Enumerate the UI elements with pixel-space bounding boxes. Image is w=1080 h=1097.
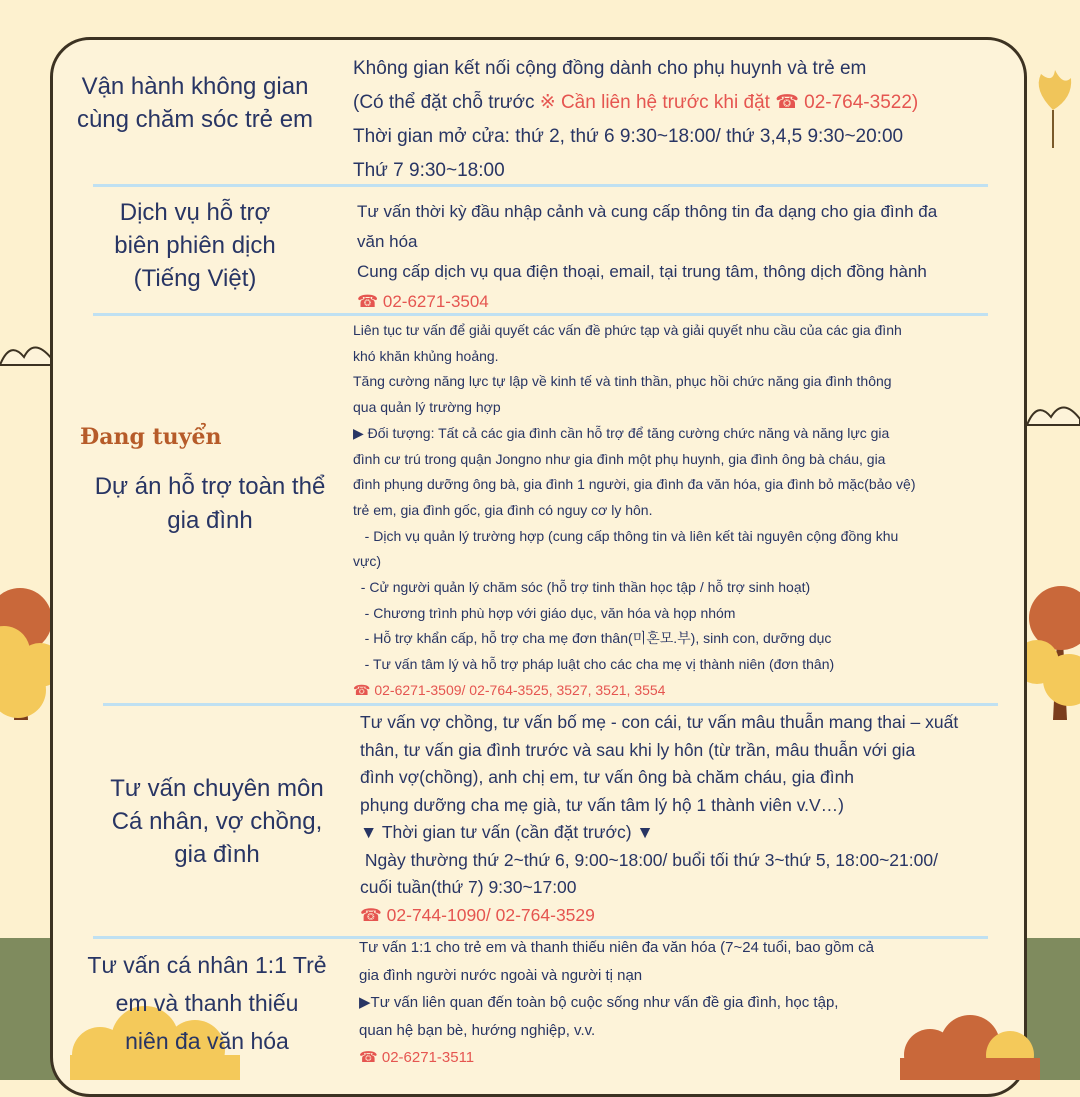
section-3-details: Liên tục tư vấn để giải quyết các vấn đề phức tạp và giải quyết nhu cầu của các gia đình khó khăn khủng hoảng. Tăng cường năng lực tự lập về kinh tế và tinh thần, phục hồi chức năng gia đình thông qua quản lý trường hợp ▶ Đối tượng: Tất cả các gia đình cần hỗ trợ để tăng cường chức năng và năng lực gia đình cư trú trong quận Jongno như gia đình một phụ huynh, gia đình ông bà cháu, gia đình phụng dưỡng ông bà, gia đình 1 người, gia đình đa văn hóa, gia đình bỏ mặc(bảo vệ) trẻ em, gia đình gốc, gia đình có nguy cơ ly hôn. - Dịch vụ quản lý trường hợp (cung cấp thông tin và liên kết tài nguyên cộng đồng khu vực) - Cử người quản lý chăm sóc (hỗ trợ tinh thần học tập / hỗ trợ sinh hoạt) - Chương trình phù hợp với giáo dục, văn hóa và họp nhóm - Hỗ trợ khẩn cấp, hỗ trợ cha mẹ đơn thân(미혼모.부), sinh con, dưỡng dục - Tư vấn tâm lý và hỗ trợ pháp luật cho các cha mẹ vị thành niên (đơn thân) ☎ 02-6271-3509/ 02-764-3525, 3527, 3521, 3554 xyxy=(353,318,1018,704)
section-divider xyxy=(93,313,988,316)
section-2-title: Dịch vụ hỗ trợ biên phiên dịch (Tiếng Việt) xyxy=(114,199,276,292)
leaf-decoration xyxy=(1033,70,1073,150)
section-1-title: Vận hành không gian cùng chăm sóc trẻ em xyxy=(76,73,314,133)
section-5-title: Tư vấn cá nhân 1:1 Trẻ em và thanh thiếu niên đa văn hóa xyxy=(87,952,327,1054)
section-3-title: Dự án hỗ trợ toàn thể gia đình xyxy=(94,473,326,534)
recruiting-badge: Đang tuyển xyxy=(80,424,222,450)
section-2-phone: ☎ 02-6271-3504 xyxy=(357,292,489,311)
reservation-phone: ※ Cần liên hệ trước khi đặt ☎ 02-764-3522) xyxy=(539,92,919,113)
section-4-details: Tư vấn vợ chồng, tư vấn bố mẹ - con cái, tư vấn mâu thuẫn mang thai – xuất thân, tư vấn gia đình trước và sau khi ly hôn (từ trần, mâu thuẫn với gia đình vợ(chồng), anh chị em, tư vấn ông bà chăm cháu, gia đình phụng dưỡng cha mẹ già, tư vấn tâm lý hộ 1 thành viên v.V…) ▼ Thời gian tư vấn (cần đặt trước) ▼ Ngày thường thứ 2~thứ 6, 9:00~18:00/ buổi tối thứ 3~thứ 5, 18:00~21:00/ cuối tuần(thứ 7) 9:30~17:00 ☎ 02-744-1090/ 02-764-3529 xyxy=(360,709,1025,929)
section-4-phone: ☎ 02-744-1090/ 02-764-3529 xyxy=(360,904,595,925)
section-1-details: Không gian kết nối cộng đồng dành cho phụ huynh và trẻ em (Có thể đặt chỗ trước ※ Cần liên hệ trước khi đặt ☎ 02-764-3522) Thời gian mở cửa: thứ 2, thứ 6 9:30~18:00/ thứ 3,4,5 9:30~20:00 Thứ 7 9:30~18:00 xyxy=(353,58,919,181)
tree-right-decoration xyxy=(1027,570,1080,720)
tree-left-decoration xyxy=(0,570,52,720)
section-4-title: Tư vấn chuyên môn Cá nhân, vợ chồng, gia đình xyxy=(110,775,324,868)
cloud-right-decoration xyxy=(1027,395,1080,435)
section-2-details: Tư vấn thời kỳ đầu nhập cảnh và cung cấp thông tin đa dạng cho gia đình đa văn hóa Cung cấp dịch vụ qua điện thoại, email, tại trung tâm, thông dịch đồng hành ☎ 02-6271-3504 xyxy=(357,197,1017,317)
section-5-details: Tư vấn 1:1 cho trẻ em và thanh thiếu niên đa văn hóa (7~24 tuổi, bao gồm cả gia đình người nước ngoài và người tị nạn ▶Tư vấn liên quan đến toàn bộ cuộc sống như vấn đề gia đình, học tập, quan hệ bạn bè, hướng nghiệp, v.v. ☎ 02-6271-3511 xyxy=(359,934,1009,1072)
cloud-left-decoration xyxy=(0,335,52,375)
section-5-phone: ☎ 02-6271-3511 xyxy=(359,1049,475,1066)
section-3-phone: ☎ 02-6271-3509/ 02-764-3525, 3527, 3521, 3554 xyxy=(353,681,666,698)
section-divider xyxy=(103,703,998,706)
section-divider xyxy=(93,184,988,187)
